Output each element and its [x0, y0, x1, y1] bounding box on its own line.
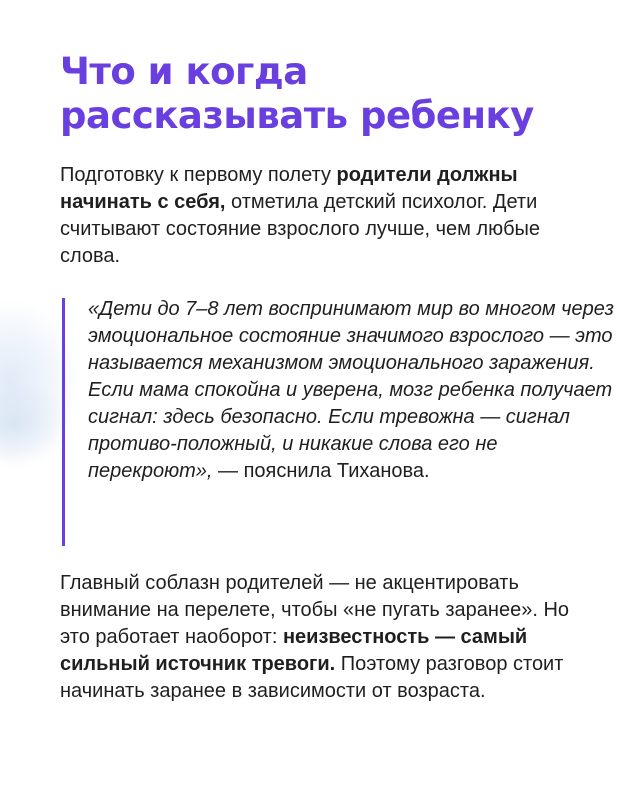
closing-text-start: Главный соблазн родителей — не акцентировать внимание на перелете, чтобы «не пугать заранее». Но это работает наоборот: — [60, 572, 570, 648]
intro-text-start: Подготовку к первому полету — [60, 164, 337, 186]
title-line-2: рассказывать ребенку — [60, 94, 534, 137]
quote-text: «Дети до 7–8 лет воспринимают мир во многом через эмоциональное состояние значимого взрослого — это называется механизмом эмоционального заражения. Если мама спокойна и уверена, мозг ребенка получает сигнал: здесь безопасно. Если тревожна — сигнал противо-положный, и никакие слова его не перекроют», — [88, 298, 614, 482]
closing-emphasis: неизвестность — самый сильный источник тревоги. — [60, 626, 528, 675]
closing-text-end: Поэтому разговор стоит начинать заранее в зависимости от возраста. — [60, 653, 564, 702]
page-title — [60, 50, 620, 138]
intro-paragraph — [60, 162, 600, 270]
quote-attribution: — пояснила Тиханова. — [212, 460, 430, 482]
intro-text-end: отметила детский психолог. Дети считывают состояние взрослого лучше, чем любые слова. — [60, 191, 541, 267]
closing-paragraph — [60, 570, 600, 705]
blockquote — [88, 296, 618, 485]
quote-accent-bar — [62, 298, 65, 546]
title-line-1: Что и когда — [60, 50, 308, 93]
intro-emphasis: родители должны начинать с себя, — [60, 164, 518, 213]
